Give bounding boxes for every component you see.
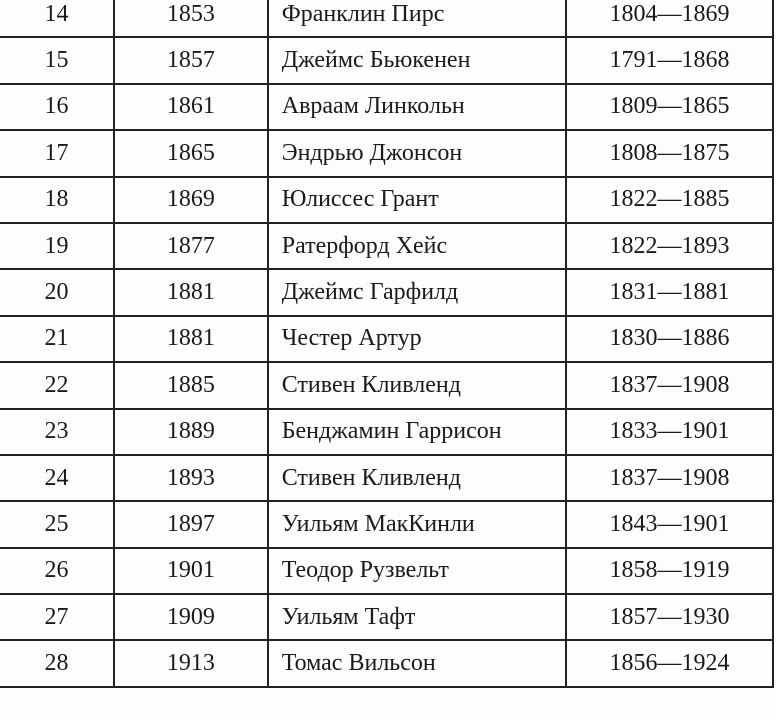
inauguration-year: 1885	[114, 362, 268, 408]
row-number: 16	[0, 84, 114, 130]
row-number: 21	[0, 316, 114, 362]
inauguration-year: 1869	[114, 177, 268, 223]
inauguration-year: 1893	[114, 455, 268, 501]
row-number: 17	[0, 130, 114, 176]
table-row	[0, 316, 773, 362]
inauguration-year: 1861	[114, 84, 268, 130]
president-name: Эндрью Джонсон	[268, 130, 566, 176]
president-name: Томас Вильсон	[268, 640, 566, 686]
row-number: 18	[0, 177, 114, 223]
inauguration-year: 1881	[114, 269, 268, 315]
life-years: 1830—1886	[566, 316, 773, 362]
president-name: Юлиссес Грант	[268, 177, 566, 223]
life-years: 1804—1869	[566, 0, 773, 37]
life-years: 1858—1919	[566, 548, 773, 594]
table-row	[0, 130, 773, 176]
table-row	[0, 269, 773, 315]
life-years: 1856—1924	[566, 640, 773, 686]
life-years: 1857—1930	[566, 594, 773, 640]
row-number: 23	[0, 409, 114, 455]
inauguration-year: 1897	[114, 501, 268, 547]
president-name: Стивен Кливленд	[268, 362, 566, 408]
life-years: 1808—1875	[566, 130, 773, 176]
table-row	[0, 177, 773, 223]
table-row	[0, 0, 773, 37]
president-name: Уильям Тафт	[268, 594, 566, 640]
inauguration-year: 1909	[114, 594, 268, 640]
inauguration-year: 1877	[114, 223, 268, 269]
table-row	[0, 594, 773, 640]
table-row	[0, 455, 773, 501]
life-years: 1809—1865	[566, 84, 773, 130]
row-number: 26	[0, 548, 114, 594]
row-number: 14	[0, 0, 114, 37]
row-number: 24	[0, 455, 114, 501]
life-years: 1791—1868	[566, 37, 773, 83]
table-row	[0, 84, 773, 130]
row-number: 19	[0, 223, 114, 269]
table-row	[0, 37, 773, 83]
life-years: 1831—1881	[566, 269, 773, 315]
row-number: 15	[0, 37, 114, 83]
president-name: Бенджамин Гаррисон	[268, 409, 566, 455]
life-years: 1837—1908	[566, 455, 773, 501]
inauguration-year: 1865	[114, 130, 268, 176]
inauguration-year: 1857	[114, 37, 268, 83]
president-name: Стивен Кливленд	[268, 455, 566, 501]
president-name: Теодор Рузвельт	[268, 548, 566, 594]
inauguration-year: 1901	[114, 548, 268, 594]
inauguration-year: 1889	[114, 409, 268, 455]
life-years: 1822—1885	[566, 177, 773, 223]
president-name: Уильям МакКинли	[268, 501, 566, 547]
inauguration-year: 1853	[114, 0, 268, 37]
president-name: Авраам Линкольн	[268, 84, 566, 130]
row-number: 20	[0, 269, 114, 315]
inauguration-year: 1881	[114, 316, 268, 362]
life-years: 1843—1901	[566, 501, 773, 547]
table-row	[0, 409, 773, 455]
row-number: 25	[0, 501, 114, 547]
president-name: Франклин Пирс	[268, 0, 566, 37]
table-row	[0, 223, 773, 269]
president-name: Ратерфорд Хейс	[268, 223, 566, 269]
table-row	[0, 548, 773, 594]
inauguration-year: 1913	[114, 640, 268, 686]
life-years: 1837—1908	[566, 362, 773, 408]
row-number: 27	[0, 594, 114, 640]
president-name: Честер Артур	[268, 316, 566, 362]
row-number: 28	[0, 640, 114, 686]
president-name: Джеймс Гарфилд	[268, 269, 566, 315]
table-row	[0, 640, 773, 686]
row-number: 22	[0, 362, 114, 408]
president-name: Джеймс Бьюкенен	[268, 37, 566, 83]
table-row	[0, 362, 773, 408]
life-years: 1822—1893	[566, 223, 773, 269]
life-years: 1833—1901	[566, 409, 773, 455]
table-row	[0, 501, 773, 547]
